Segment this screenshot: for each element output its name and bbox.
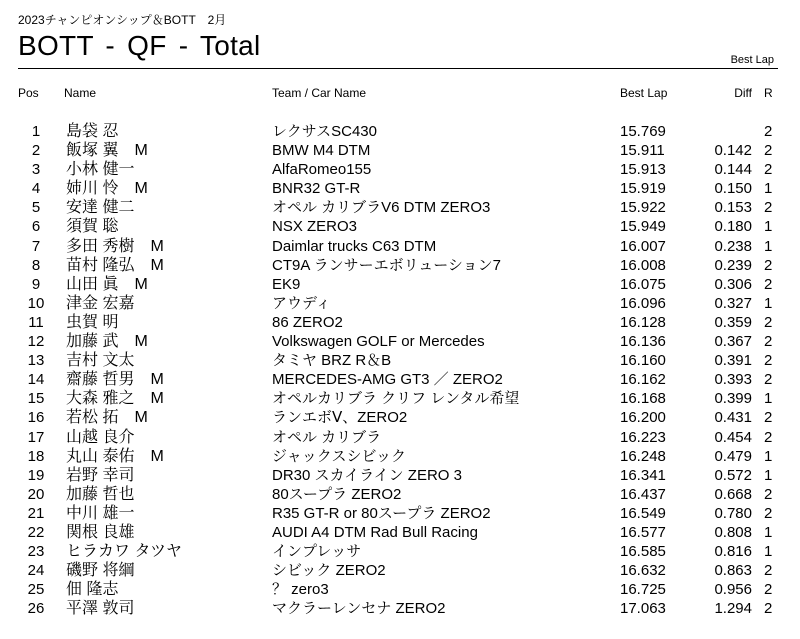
row-driver-name: 加藤 武 M <box>66 333 148 351</box>
row-team-car: オペル カリブラ <box>272 428 382 446</box>
row-diff: 0.367 <box>714 333 752 351</box>
row-best-lap: 15.911 <box>620 142 665 160</box>
row-driver-name: 佃 隆志 <box>66 581 119 599</box>
table-row <box>0 561 800 580</box>
table-row <box>0 294 800 313</box>
table-row <box>0 351 800 370</box>
row-diff: 0.431 <box>714 409 752 427</box>
row-team-car: ？ zero3 <box>272 581 329 599</box>
row-r: 1 <box>764 294 773 312</box>
row-driver-name: 齋藤 哲男 M <box>66 371 164 389</box>
row-pos: 17 <box>27 428 45 446</box>
row-driver-name: 苗村 隆弘 M <box>66 256 164 274</box>
row-driver-name: 吉村 文太 <box>66 352 135 370</box>
row-best-lap: 16.549 <box>620 504 666 522</box>
table-row <box>0 542 800 561</box>
title-divider <box>18 68 778 69</box>
row-diff: 0.956 <box>714 581 752 599</box>
row-team-car: CT9A ランサーエボリューション7 <box>272 256 501 274</box>
row-diff: 0.668 <box>714 485 752 503</box>
row-team-car: ジャックスシビック <box>272 447 406 465</box>
row-pos: 10 <box>27 294 45 312</box>
row-team-car: インプレッサ <box>272 543 362 561</box>
row-r: 2 <box>764 409 773 427</box>
row-r: 2 <box>764 275 773 293</box>
row-diff: 0.399 <box>714 390 752 408</box>
row-team-car: オペルカリブラ クリフ レンタル希望 <box>272 390 520 408</box>
row-driver-name: 丸山 泰佑 M <box>66 447 164 465</box>
table-row <box>0 141 800 160</box>
row-diff: 0.479 <box>714 447 752 465</box>
row-diff: 0.327 <box>714 294 752 312</box>
row-pos: 3 <box>31 161 41 179</box>
row-r: 2 <box>764 428 773 446</box>
row-diff: 0.153 <box>714 199 752 217</box>
row-best-lap: 16.725 <box>620 581 666 599</box>
row-pos: 24 <box>27 562 45 580</box>
row-driver-name: 加藤 哲也 <box>66 485 135 503</box>
row-r: 1 <box>764 390 773 408</box>
row-pos: 13 <box>27 352 45 370</box>
row-best-lap: 16.162 <box>620 371 666 389</box>
row-diff: 0.808 <box>714 523 752 541</box>
header-diff: Diff <box>734 86 752 100</box>
row-driver-name: 岩野 幸司 <box>66 466 135 484</box>
row-r: 1 <box>764 523 773 541</box>
row-pos: 1 <box>31 123 41 140</box>
row-pos: 9 <box>31 275 41 293</box>
row-best-lap: 15.919 <box>620 180 666 198</box>
row-best-lap: 16.437 <box>620 485 666 503</box>
row-pos: 25 <box>27 581 45 599</box>
event-subtitle: 2023チャンピオンシップ＆BOTT 2月 <box>18 13 227 27</box>
row-best-lap: 16.136 <box>620 333 666 351</box>
row-pos: 21 <box>27 504 45 522</box>
row-driver-name: 大森 雅之 M <box>66 390 164 408</box>
row-pos: 18 <box>27 447 45 465</box>
row-best-lap: 15.769 <box>620 123 666 140</box>
row-team-car: タミヤ BRZ R＆B <box>272 352 392 370</box>
row-r: 2 <box>764 371 773 389</box>
row-r: 2 <box>764 600 773 618</box>
row-best-lap: 16.008 <box>620 256 666 274</box>
row-team-car: 86 ZERO2 <box>272 313 343 331</box>
row-diff: 0.816 <box>714 543 752 561</box>
row-best-lap: 16.585 <box>620 543 666 561</box>
table-row <box>0 332 800 351</box>
row-r: 2 <box>764 581 773 599</box>
row-team-car: アウディ <box>272 294 331 312</box>
row-diff: 0.150 <box>714 180 752 198</box>
row-r: 2 <box>764 504 773 522</box>
row-diff: 0.180 <box>714 218 752 236</box>
row-team-car: R35 GT-R or 80スープラ ZERO2 <box>272 504 491 522</box>
table-row <box>0 466 800 485</box>
row-r: 2 <box>764 142 773 160</box>
row-best-lap: 16.168 <box>620 390 666 408</box>
table-row <box>0 160 800 179</box>
table-row <box>0 217 800 236</box>
row-driver-name: 山田 眞 M <box>66 275 148 293</box>
table-row <box>0 370 800 389</box>
row-team-car: レクサスSC430 <box>272 123 377 140</box>
row-pos: 20 <box>27 485 45 503</box>
row-pos: 14 <box>27 371 45 389</box>
row-r: 2 <box>764 333 773 351</box>
row-r: 2 <box>764 123 773 140</box>
row-pos: 7 <box>31 237 41 255</box>
header-r: R <box>764 86 773 100</box>
row-best-lap: 16.160 <box>620 352 666 370</box>
row-team-car: Daimlar trucks C63 DTM <box>272 237 437 255</box>
row-pos: 22 <box>27 523 45 541</box>
row-diff: 0.454 <box>714 428 752 446</box>
table-row <box>0 599 800 618</box>
row-r: 1 <box>764 466 773 484</box>
row-driver-name: 須賀 聡 <box>66 218 119 236</box>
header-pos: Pos <box>18 86 39 100</box>
table-row <box>0 523 800 542</box>
row-best-lap: 15.922 <box>620 199 666 217</box>
row-best-lap: 16.248 <box>620 447 666 465</box>
row-driver-name: 中川 雄一 <box>66 504 135 522</box>
results-table <box>0 122 800 618</box>
row-diff: 0.238 <box>714 237 752 255</box>
row-pos: 6 <box>31 218 41 236</box>
row-best-lap: 16.096 <box>620 294 666 312</box>
row-driver-name: 姉川 怜 M <box>66 180 148 198</box>
row-best-lap: 16.075 <box>620 275 666 293</box>
table-row <box>0 485 800 504</box>
table-row <box>0 179 800 198</box>
row-team-car: MERCEDES-AMG GT3 ／ ZERO2 <box>272 371 503 389</box>
row-best-lap: 16.007 <box>620 237 666 255</box>
row-driver-name: ヒラカワ タツヤ <box>66 543 182 561</box>
table-row <box>0 504 800 523</box>
row-diff: 0.780 <box>714 504 752 522</box>
row-team-car: Volkswagen GOLF or Mercedes <box>272 333 485 351</box>
row-driver-name: 飯塚 翼 M <box>66 142 148 160</box>
row-pos: 11 <box>28 313 44 331</box>
table-row <box>0 580 800 599</box>
row-diff: 0.306 <box>714 275 752 293</box>
row-pos: 26 <box>27 600 45 618</box>
row-team-car: NSX ZERO3 <box>272 218 358 236</box>
row-r: 2 <box>764 256 773 274</box>
row-diff: 0.144 <box>714 161 752 179</box>
row-r: 1 <box>764 447 773 465</box>
sort-label: Best Lap <box>730 54 774 66</box>
row-r: 1 <box>764 237 773 255</box>
row-diff: 0.239 <box>714 256 752 274</box>
row-diff: 0.391 <box>714 352 752 370</box>
row-best-lap: 15.913 <box>620 161 666 179</box>
row-team-car: 80スープラ ZERO2 <box>272 485 402 503</box>
row-pos: 2 <box>31 142 41 160</box>
header-best-lap: Best Lap <box>620 86 668 100</box>
row-diff: 0.393 <box>714 371 752 389</box>
row-r: 2 <box>764 352 773 370</box>
table-row <box>0 275 800 294</box>
row-pos: 16 <box>27 409 45 427</box>
row-diff: 1.294 <box>714 600 752 618</box>
row-team-car: シビック ZERO2 <box>272 562 386 580</box>
table-row <box>0 389 800 408</box>
row-r: 1 <box>764 180 773 198</box>
header-name: Name <box>64 86 97 100</box>
row-driver-name: 若松 拓 M <box>66 409 148 427</box>
row-best-lap: 16.200 <box>620 409 666 427</box>
row-driver-name: 多田 秀樹 M <box>66 237 164 255</box>
row-pos: 8 <box>31 256 41 274</box>
table-row <box>0 122 800 141</box>
row-driver-name: 関根 良雄 <box>66 523 135 541</box>
row-r: 2 <box>764 485 773 503</box>
row-r: 1 <box>764 218 773 236</box>
row-driver-name: 島袋 忍 <box>66 123 119 140</box>
row-best-lap: 17.063 <box>620 600 666 618</box>
row-driver-name: 津金 宏嘉 <box>66 294 135 312</box>
row-diff: 0.863 <box>714 562 752 580</box>
row-team-car: BMW M4 DTM <box>272 142 371 160</box>
row-team-car: AUDI A4 DTM Rad Bull Racing <box>272 523 478 541</box>
row-driver-name: 虫賀 明 <box>66 313 119 331</box>
row-pos: 5 <box>31 199 41 217</box>
table-row <box>0 198 800 217</box>
row-pos: 15 <box>27 390 45 408</box>
row-team-car: オペル カリブラV6 DTM ZERO3 <box>272 199 491 217</box>
row-r: 2 <box>764 313 773 331</box>
row-r: 2 <box>764 199 773 217</box>
table-row <box>0 313 800 332</box>
row-best-lap: 15.949 <box>620 218 666 236</box>
row-r: 1 <box>764 543 773 561</box>
row-pos: 4 <box>31 180 41 198</box>
table-row <box>0 447 800 466</box>
header-team: Team / Car Name <box>272 86 367 100</box>
row-best-lap: 16.128 <box>620 313 666 331</box>
row-pos: 23 <box>27 543 45 561</box>
row-team-car: AlfaRomeo155 <box>272 161 372 179</box>
row-team-car: BNR32 GT-R <box>272 180 361 198</box>
row-pos: 19 <box>27 466 45 484</box>
row-best-lap: 16.223 <box>620 428 666 446</box>
row-best-lap: 16.577 <box>620 523 666 541</box>
table-row <box>0 428 800 447</box>
table-row <box>0 408 800 427</box>
row-diff: 0.142 <box>714 142 752 160</box>
row-diff: 0.572 <box>714 466 752 484</box>
row-driver-name: 山越 良介 <box>66 428 135 446</box>
row-team-car: EK9 <box>272 275 301 293</box>
page-title: BOTT - QF - Total <box>18 30 261 61</box>
row-driver-name: 磯野 将綱 <box>66 562 135 580</box>
row-diff: 0.359 <box>714 313 752 331</box>
row-r: 2 <box>764 161 773 179</box>
row-driver-name: 平澤 敦司 <box>66 600 135 618</box>
row-best-lap: 16.341 <box>620 466 666 484</box>
row-best-lap: 16.632 <box>620 562 666 580</box>
row-team-car: ランエボⅤ、ZERO2 <box>272 409 408 427</box>
row-pos: 12 <box>27 333 45 351</box>
table-row <box>0 237 800 256</box>
row-team-car: DR30 スカイライン ZERO 3 <box>272 466 462 484</box>
row-team-car: マクラーレンセナ ZERO2 <box>272 600 446 618</box>
row-driver-name: 小林 健一 <box>66 161 135 179</box>
row-driver-name: 安達 健二 <box>66 199 135 217</box>
table-row <box>0 256 800 275</box>
row-r: 2 <box>764 562 773 580</box>
